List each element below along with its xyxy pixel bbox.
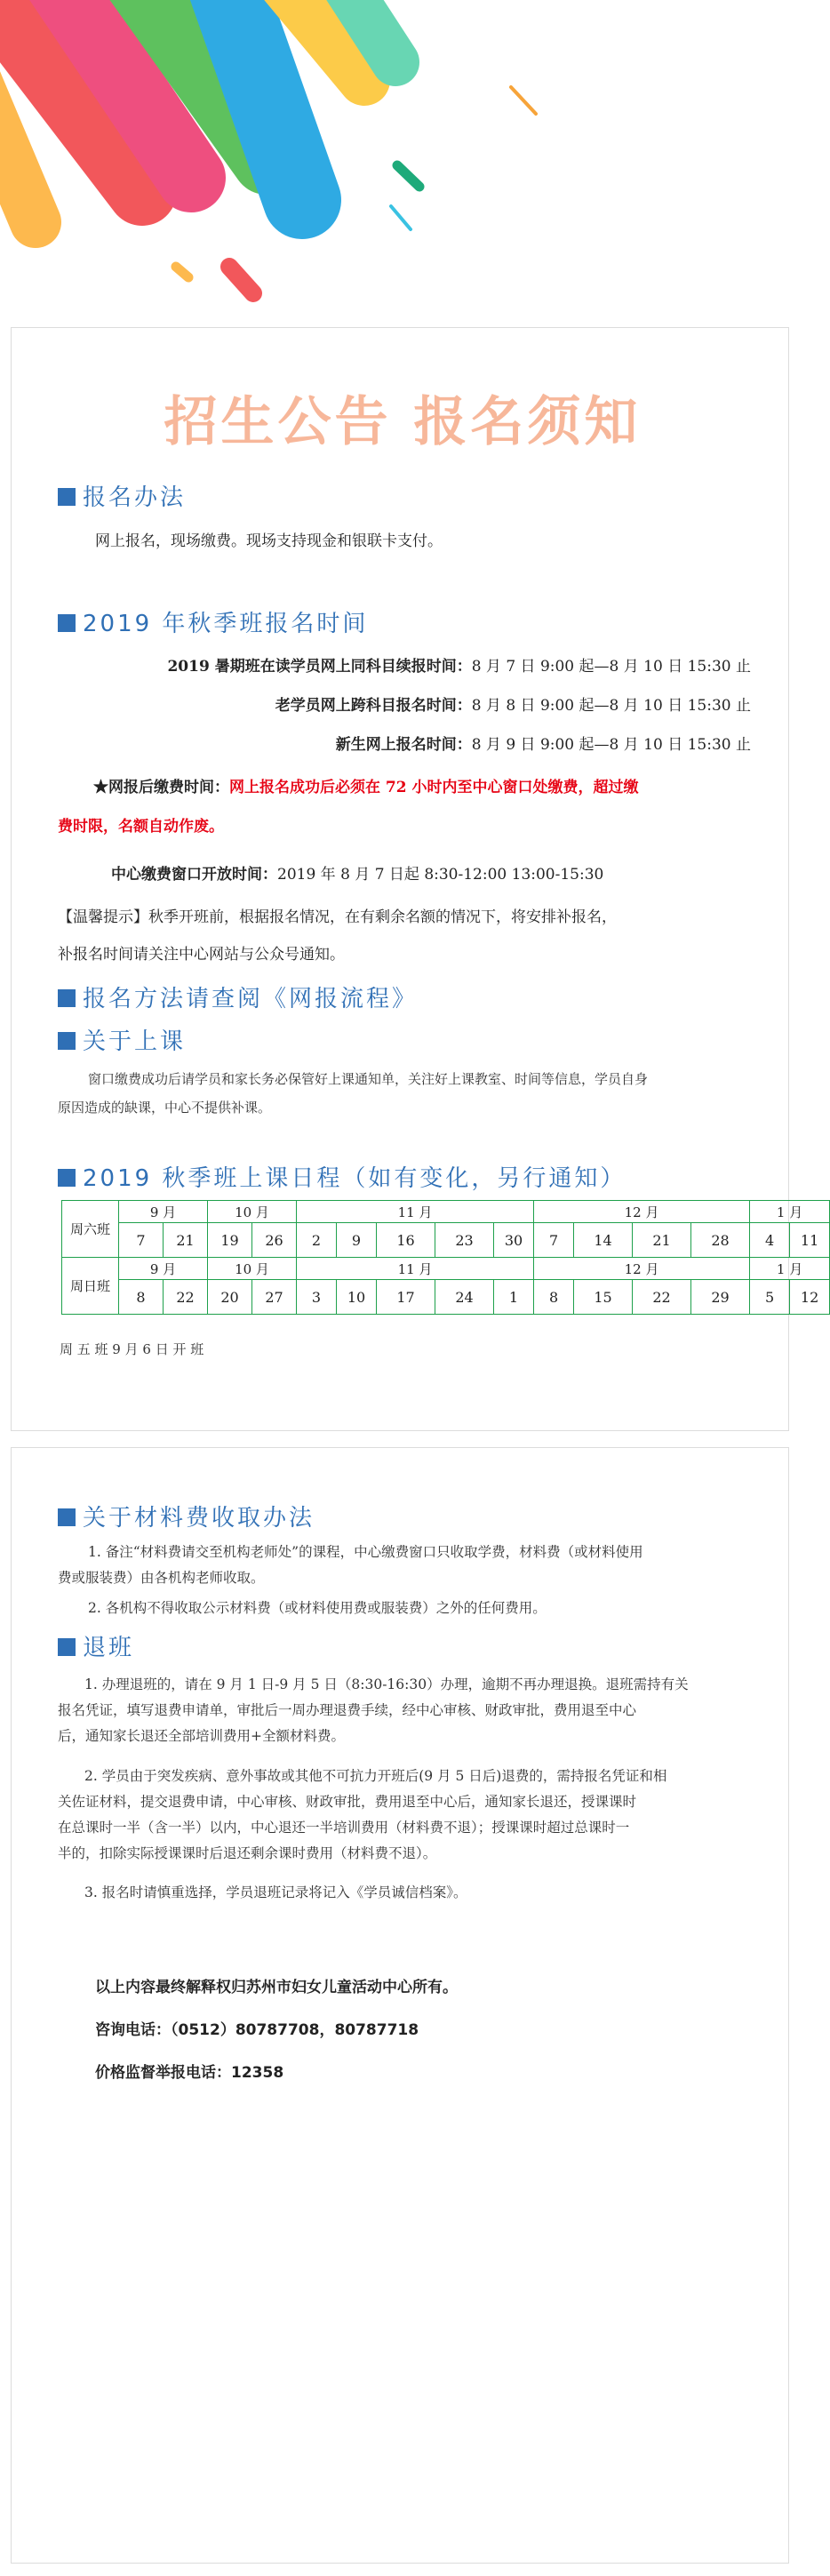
- friday-class-note: 周 五 班 9 月 6 日 开 班: [60, 1341, 204, 1357]
- method-text: 网上报名，现场缴费。现场支持现金和银联卡支付。: [95, 532, 443, 550]
- day-cell: 16: [377, 1223, 435, 1258]
- day-cell: 22: [164, 1280, 208, 1315]
- footer-phone: 咨询电话：（0512）80787708，80787718: [95, 2021, 419, 2039]
- heading-square-icon: [58, 488, 76, 506]
- refund-item-2-line-4: 半的，扣除实际授课课时后退还剩余课时费用（材料费不退）。: [58, 1845, 437, 1861]
- refund-item-2-line-2: 关佐证材料，提交退费申请，中心审核、财政审批，费用退至中心后，通知家长退还，授课课时: [58, 1794, 637, 1810]
- class-text-line-1: 窗口缴费成功后请学员和家长务必保管好上课通知单，关注好上课教室、时间等信息，学员自身: [88, 1071, 649, 1087]
- month-cell: 12 月: [534, 1258, 750, 1280]
- heading-square-icon: [58, 1169, 76, 1187]
- tip-line-2: 补报名时间请关注中心网站与公众号通知。: [58, 946, 345, 964]
- month-cell: 11 月: [297, 1258, 534, 1280]
- day-cell: 14: [574, 1223, 633, 1258]
- window-hours: 中心缴费窗口开放时间：2019 年 8 月 7 日起 8:30-12:00 13:00-15:30: [111, 866, 604, 884]
- page-title: 招生公告 报名须知: [164, 391, 642, 453]
- refund-item-2-line-3: 在总课时一半（含一半）以内，中心退还一半培训费用（材料费不退）；授课课时超过总课时一: [58, 1820, 630, 1836]
- day-cell: 4: [750, 1223, 790, 1258]
- day-cell: 15: [574, 1280, 633, 1315]
- day-cell: 1: [494, 1280, 534, 1315]
- section-heading-reg-time: 2019 年秋季班报名时间: [58, 605, 368, 638]
- decorative-banner: [0, 0, 800, 320]
- month-cell: 10 月: [208, 1201, 297, 1223]
- month-cell: 1 月: [750, 1201, 830, 1223]
- day-cell: 11: [790, 1223, 830, 1258]
- row-label-sunday: 周日班: [62, 1258, 119, 1315]
- refund-item-1-line-1: 1. 办理退班的，请在 9 月 1 日-9 月 5 日（8:30-16:30）办理，逾期不再办理退换。退班需持有关: [84, 1676, 689, 1692]
- day-cell: 30: [494, 1223, 534, 1258]
- day-cell: 8: [119, 1280, 164, 1315]
- table-row: [62, 1201, 830, 1223]
- materials-item-1-line-1: 1. 备注“材料费请交至机构老师处”的课程，中心缴费窗口只收取学费，材料费（或材料使用: [88, 1544, 643, 1560]
- section-heading-method: 报名办法: [58, 479, 186, 512]
- materials-item-2: 2. 各机构不得收取公示材料费（或材料使用费或服装费）之外的任何费用。: [88, 1600, 547, 1616]
- pay-deadline-text: 网上报名成功后必须在 72 小时内至中心窗口处缴费，超过缴: [229, 779, 639, 796]
- table-row: [62, 1280, 830, 1315]
- month-cell: 9 月: [119, 1201, 208, 1223]
- heading-square-icon: [58, 1032, 76, 1050]
- day-cell: 8: [534, 1280, 574, 1315]
- pay-deadline-line-2: 费时限，名额自动作废。: [58, 818, 224, 836]
- heading-square-icon: [58, 1508, 76, 1526]
- notice-card-1: [11, 327, 819, 1431]
- tip-line-1: 【温馨提示】秋季开班前，根据报名情况，在有剩余名额的情况下，将安排补报名，: [58, 908, 617, 926]
- day-cell: 19: [208, 1223, 252, 1258]
- reg-line-3: 新生网上报名时间：8 月 9 日 9:00 起—8 月 10 日 15:30 止: [335, 736, 751, 754]
- month-cell: 11 月: [297, 1201, 534, 1223]
- footer-rights: 以上内容最终解释权归苏州市妇女儿童活动中心所有。: [95, 1979, 458, 1996]
- reg-line-1: 2019 暑期班在读学员网上同科目续报时间：8 月 7 日 9:00 起—8 月 10 日 15:30 止: [167, 658, 751, 676]
- heading-square-icon: [58, 1638, 76, 1656]
- day-cell: 22: [633, 1280, 691, 1315]
- refund-item-3: 3. 报名时请慎重选择，学员退班记录将记入《学员诚信档案》。: [84, 1884, 467, 1900]
- schedule-table: [61, 1200, 830, 1315]
- table-row: [62, 1258, 830, 1280]
- section-heading-class: 关于上课: [58, 1023, 186, 1056]
- day-cell: 23: [435, 1223, 494, 1258]
- day-cell: 24: [435, 1280, 494, 1315]
- table-row: [62, 1223, 830, 1258]
- day-cell: 29: [691, 1280, 750, 1315]
- heading-square-icon: [58, 989, 76, 1007]
- pay-deadline-line-1: [93, 774, 639, 796]
- day-cell: 26: [252, 1223, 297, 1258]
- day-cell: 20: [208, 1280, 252, 1315]
- banner-stripes-graphic: [0, 0, 800, 320]
- day-cell: 27: [252, 1280, 297, 1315]
- section-heading-process: 报名方法请查阅《网报流程》: [58, 980, 418, 1013]
- refund-item-2-line-1: 2. 学员由于突发疾病、意外事故或其他不可抗力开班后(9 月 5 日后)退费的，需持报名凭证和相: [84, 1768, 667, 1784]
- day-cell: 7: [119, 1223, 164, 1258]
- day-cell: 21: [164, 1223, 208, 1258]
- page-title-graphic: [65, 381, 740, 467]
- row-label-saturday: 周六班: [62, 1201, 119, 1258]
- day-cell: 2: [297, 1223, 337, 1258]
- day-cell: 28: [691, 1223, 750, 1258]
- day-cell: 3: [297, 1280, 337, 1315]
- refund-item-1-line-3: 后，通知家长退还全部培训费用+全额材料费。: [58, 1728, 345, 1744]
- section-heading-refund: 退班: [58, 1629, 134, 1662]
- footer-price-hotline: 价格监督举报电话：12358: [95, 2064, 284, 2082]
- day-cell: 12: [790, 1280, 830, 1315]
- day-cell: 17: [377, 1280, 435, 1315]
- day-cell: 5: [750, 1280, 790, 1315]
- day-cell: 7: [534, 1223, 574, 1258]
- month-cell: 1 月: [750, 1258, 830, 1280]
- month-cell: 9 月: [119, 1258, 208, 1280]
- reg-line-2: 老学员网上跨科目报名时间：8 月 8 日 9:00 起—8 月 10 日 15:30 止: [275, 697, 751, 715]
- day-cell: 9: [337, 1223, 377, 1258]
- materials-item-1-line-2: 费或服装费）由各机构老师收取。: [58, 1570, 265, 1586]
- month-cell: 12 月: [534, 1201, 750, 1223]
- month-cell: 10 月: [208, 1258, 297, 1280]
- notice-card-2: [11, 1447, 789, 2564]
- class-text-line-2: 原因造成的缺课，中心不提供补课。: [58, 1100, 272, 1116]
- pay-deadline-label: ★网报后缴费时间：: [93, 779, 229, 796]
- refund-item-1-line-2: 报名凭证，填写退费申请单，审批后一周办理退费手续，经中心审核、财政审批，费用退至中心: [58, 1702, 637, 1718]
- section-heading-schedule: 2019 秋季班上课日程（如有变化，另行通知）: [58, 1160, 626, 1193]
- heading-square-icon: [58, 614, 76, 632]
- day-cell: 21: [633, 1223, 691, 1258]
- section-heading-materials: 关于材料费收取办法: [58, 1500, 315, 1532]
- day-cell: 10: [337, 1280, 377, 1315]
